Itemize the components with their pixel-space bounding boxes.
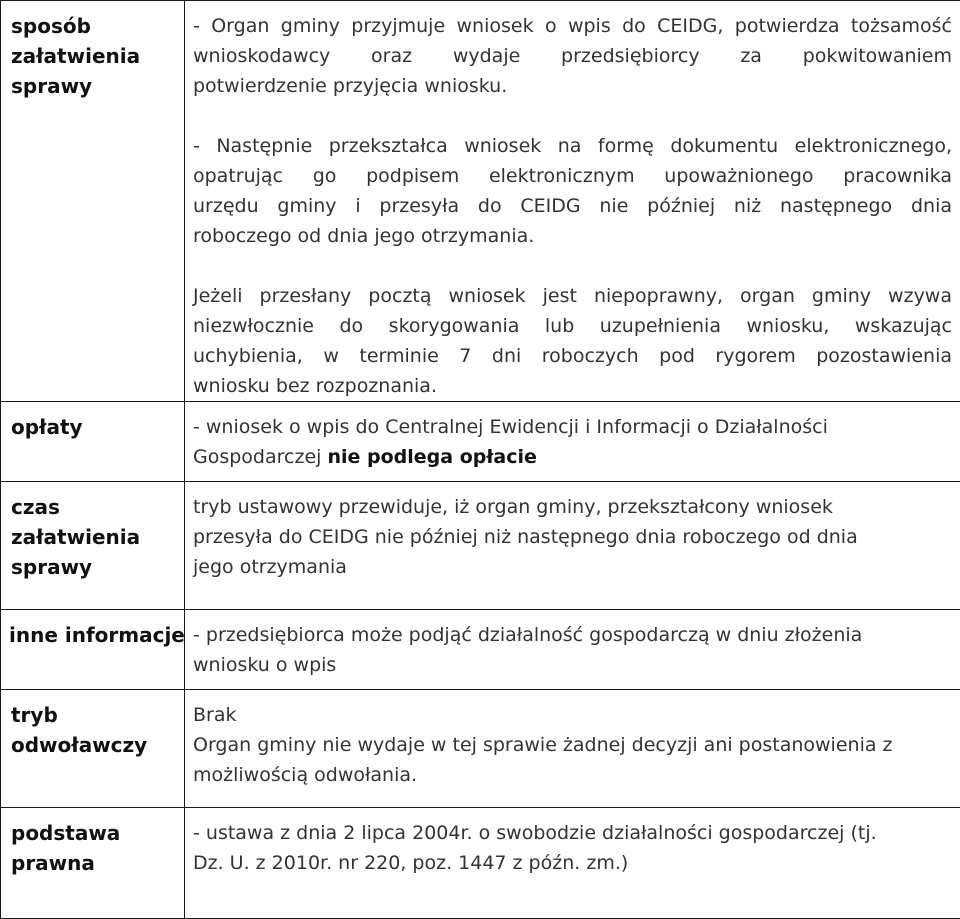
value-inne-informacje xyxy=(185,610,960,690)
tryb-line-2: Organ gminy nie wydaje w tej sprawie żadnej decyzji ani postanowienia z xyxy=(193,730,952,760)
row-podstawa-prawna xyxy=(1,808,960,919)
label-podstawa-prawna: podstawa prawna xyxy=(1,808,185,919)
czas-line-2: przesyła do CEIDG nie później niż następnego dnia roboczego od dnia xyxy=(193,522,952,552)
row-tryb-odwolawczy xyxy=(1,690,960,808)
row-oplaty xyxy=(1,402,960,482)
paragraph-przeksztalcenie-line-1: - Następnie przekształca wniosek na formę dokumentu elektronicznego, xyxy=(193,131,952,161)
label-czas-zalatwienia: czas załatwienia sprawy xyxy=(1,482,185,610)
paragraph-przyjecie-line-2: wnioskodawcy oraz wydaje przedsiębiorcy za pokwitowaniem xyxy=(193,41,952,71)
value-tryb-odwolawczy xyxy=(185,690,960,808)
paragraph-niepoprawny-line-4: wniosku bez rozpoznania. xyxy=(193,371,952,401)
inne-line-2: wniosku o wpis xyxy=(193,650,952,680)
paragraph-przeksztalcenie-line-4: roboczego od dnia jego otrzymania. xyxy=(193,221,952,251)
row-inne-informacje xyxy=(1,610,960,690)
paragraph-przeksztalcenie-line-2: opatrując go podpisem elektronicznym upoważnionego pracownika xyxy=(193,161,952,191)
tryb-line-1: Brak xyxy=(193,700,952,730)
paragraph-przyjecie-line-3: potwierdzenie przyjęcia wniosku. xyxy=(193,71,952,101)
podstawa-line-1: - ustawa z dnia 2 lipca 2004r. o swobodzie działalności gospodarczej (tj. xyxy=(193,818,952,848)
paragraph-niepoprawny-line-2: niezwłocznie do skorygowania lub uzupełnienia wniosku, wskazując xyxy=(193,311,952,341)
inne-line-1: - przedsiębiorca może podjąć działalność gospodarczą w dniu złożenia xyxy=(193,620,952,650)
row-czas-zalatwienia xyxy=(1,482,960,610)
tryb-line-3: możliwością odwołania. xyxy=(193,760,952,790)
value-sposob-zalatwienia xyxy=(185,1,960,402)
value-oplaty xyxy=(185,402,960,482)
oplaty-emphasis: nie podlega opłacie xyxy=(327,446,536,468)
label-oplaty: opłaty xyxy=(1,402,185,482)
label-tryb-odwolawczy: tryb odwoławczy xyxy=(1,690,185,808)
value-podstawa-prawna xyxy=(185,808,960,919)
paragraph-niepoprawny-line-1: Jeżeli przesłany pocztą wniosek jest niepoprawny, organ gminy wzywa xyxy=(193,281,952,311)
oplaty-line-2-text: Gospodarczej xyxy=(193,446,327,468)
label-sposob-zalatwienia: sposób załatwienia sprawy xyxy=(1,1,185,402)
label-inne-informacje: inne informacje xyxy=(1,610,185,690)
oplaty-line-2 xyxy=(193,442,952,472)
paragraph-przyjecie-line-1: - Organ gminy przyjmuje wniosek o wpis do CEIDG, potwierdza tożsamość xyxy=(193,11,952,41)
paragraph-niepoprawny-line-3: uchybienia, w terminie 7 dni roboczych pod rygorem pozostawienia xyxy=(193,341,952,371)
paragraph-przeksztalcenie-line-3: urzędu gminy i przesyła do CEIDG nie później niż następnego dnia xyxy=(193,191,952,221)
row-sposob-zalatwienia xyxy=(1,1,960,402)
czas-line-1: tryb ustawowy przewiduje, iż organ gminy, przekształcony wniosek xyxy=(193,492,952,522)
podstawa-line-2: Dz. U. z 2010r. nr 220, poz. 1447 z późn. zm.) xyxy=(193,848,952,878)
value-czas-zalatwienia xyxy=(185,482,960,610)
oplaty-line-1: - wniosek o wpis do Centralnej Ewidencji i Informacji o Działalności xyxy=(193,412,952,442)
czas-line-3: jego otrzymania xyxy=(193,552,952,582)
